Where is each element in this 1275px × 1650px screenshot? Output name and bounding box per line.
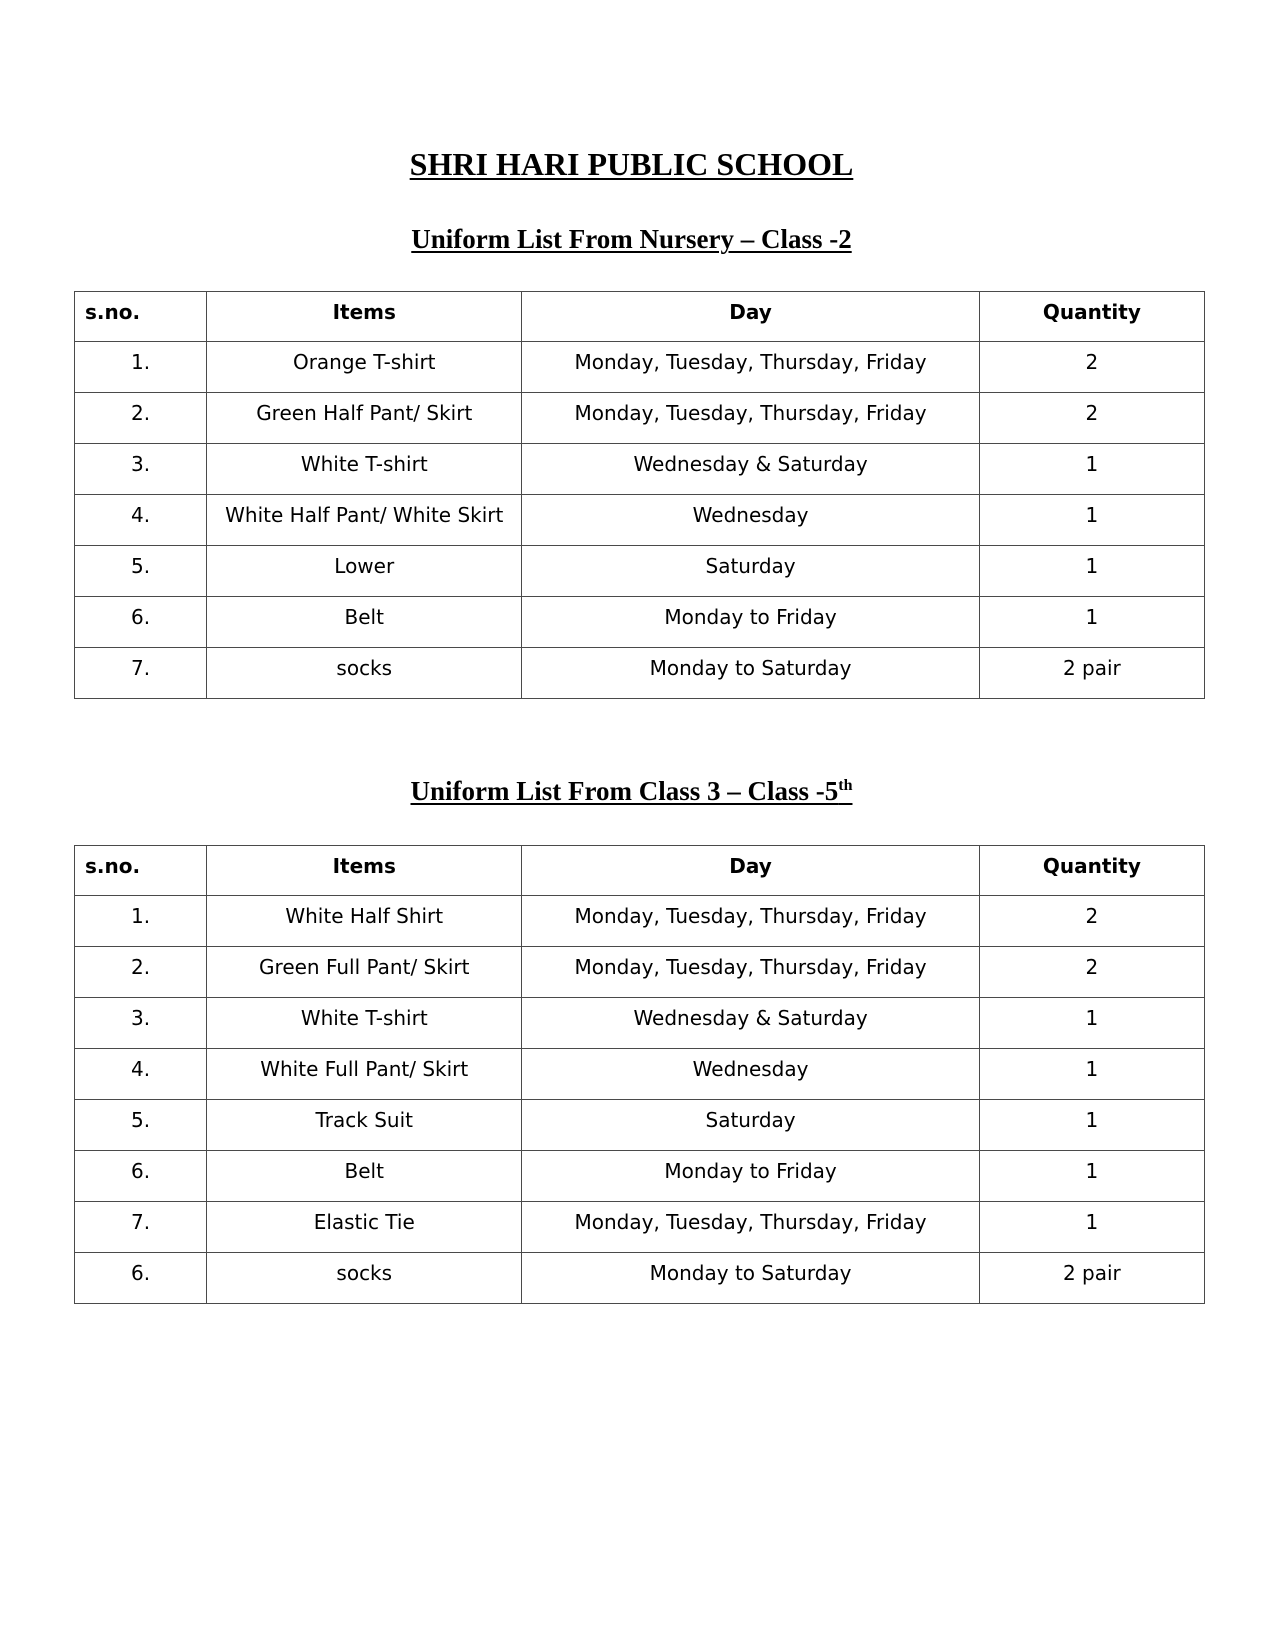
cell-sno: 6.	[75, 1253, 207, 1304]
cell-item: socks	[207, 648, 522, 699]
cell-day: Monday to Saturday	[522, 1253, 979, 1304]
header-sno: s.no.	[75, 846, 207, 896]
cell-item: Green Half Pant/ Skirt	[207, 393, 522, 444]
cell-quantity: 2	[979, 342, 1204, 393]
cell-item: White Half Pant/ White Skirt	[207, 495, 522, 546]
cell-day: Monday, Tuesday, Thursday, Friday	[522, 947, 979, 998]
cell-day: Monday, Tuesday, Thursday, Friday	[522, 393, 979, 444]
header-quantity: Quantity	[979, 292, 1204, 342]
cell-item: Track Suit	[207, 1100, 522, 1151]
cell-quantity: 1	[979, 597, 1204, 648]
table-row	[75, 444, 1205, 495]
cell-quantity: 1	[979, 546, 1204, 597]
table-row	[75, 998, 1205, 1049]
cell-day: Wednesday & Saturday	[522, 444, 979, 495]
cell-sno: 3.	[75, 998, 207, 1049]
uniform-table-class3-class5	[74, 845, 1205, 1304]
cell-sno: 2.	[75, 393, 207, 444]
cell-quantity: 1	[979, 1049, 1204, 1100]
section2-title-text: Uniform List From Class 3 – Class -5	[410, 776, 839, 806]
uniform-table-nursery-class2	[74, 291, 1205, 699]
cell-sno: 6.	[75, 597, 207, 648]
header-sno: s.no.	[75, 292, 207, 342]
cell-item: White Full Pant/ Skirt	[207, 1049, 522, 1100]
cell-sno: 7.	[75, 648, 207, 699]
cell-item: Belt	[207, 1151, 522, 1202]
cell-day: Monday to Friday	[522, 597, 979, 648]
table-row	[75, 1100, 1205, 1151]
cell-sno: 4.	[75, 495, 207, 546]
table-row	[75, 896, 1205, 947]
table-row	[75, 342, 1205, 393]
cell-sno: 1.	[75, 896, 207, 947]
table-row	[75, 1151, 1205, 1202]
table-row	[75, 546, 1205, 597]
cell-item: Lower	[207, 546, 522, 597]
table-row	[75, 947, 1205, 998]
cell-quantity: 2	[979, 896, 1204, 947]
cell-day: Monday to Saturday	[522, 648, 979, 699]
table-row	[75, 393, 1205, 444]
cell-item: Orange T-shirt	[207, 342, 522, 393]
cell-sno: 5.	[75, 1100, 207, 1151]
cell-quantity: 1	[979, 444, 1204, 495]
cell-day: Wednesday	[522, 1049, 979, 1100]
cell-day: Saturday	[522, 1100, 979, 1151]
cell-sno: 1.	[75, 342, 207, 393]
header-items: Items	[207, 846, 522, 896]
header-day: Day	[522, 292, 979, 342]
cell-item: Belt	[207, 597, 522, 648]
cell-quantity: 2 pair	[979, 648, 1204, 699]
section2-title	[0, 776, 1263, 807]
cell-quantity: 1	[979, 1151, 1204, 1202]
table-header-row	[75, 846, 1205, 896]
table-row	[75, 1202, 1205, 1253]
section1-title: Uniform List From Nursery – Class -2	[411, 224, 852, 254]
cell-quantity: 1	[979, 495, 1204, 546]
cell-day: Monday, Tuesday, Thursday, Friday	[522, 342, 979, 393]
cell-sno: 5.	[75, 546, 207, 597]
header-items: Items	[207, 292, 522, 342]
cell-quantity: 1	[979, 1202, 1204, 1253]
school-title: SHRI HARI PUBLIC SCHOOL	[409, 146, 854, 182]
cell-sno: 7.	[75, 1202, 207, 1253]
section2-title-superscript: th	[838, 777, 853, 794]
header-quantity: Quantity	[979, 846, 1204, 896]
table-row	[75, 1049, 1205, 1100]
cell-quantity: 1	[979, 1100, 1204, 1151]
cell-quantity: 2 pair	[979, 1253, 1204, 1304]
cell-quantity: 2	[979, 947, 1204, 998]
cell-item: Elastic Tie	[207, 1202, 522, 1253]
cell-sno: 4.	[75, 1049, 207, 1100]
cell-item: White T-shirt	[207, 998, 522, 1049]
cell-item: socks	[207, 1253, 522, 1304]
cell-item: White Half Shirt	[207, 896, 522, 947]
cell-item: White T-shirt	[207, 444, 522, 495]
cell-sno: 2.	[75, 947, 207, 998]
cell-day: Wednesday	[522, 495, 979, 546]
cell-sno: 6.	[75, 1151, 207, 1202]
header-day: Day	[522, 846, 979, 896]
table-header-row	[75, 292, 1205, 342]
cell-quantity: 2	[979, 393, 1204, 444]
table-row	[75, 648, 1205, 699]
cell-sno: 3.	[75, 444, 207, 495]
cell-item: Green Full Pant/ Skirt	[207, 947, 522, 998]
cell-day: Monday, Tuesday, Thursday, Friday	[522, 1202, 979, 1253]
table-row	[75, 1253, 1205, 1304]
cell-day: Saturday	[522, 546, 979, 597]
cell-quantity: 1	[979, 998, 1204, 1049]
table-row	[75, 495, 1205, 546]
cell-day: Wednesday & Saturday	[522, 998, 979, 1049]
table-row	[75, 597, 1205, 648]
cell-day: Monday, Tuesday, Thursday, Friday	[522, 896, 979, 947]
cell-day: Monday to Friday	[522, 1151, 979, 1202]
